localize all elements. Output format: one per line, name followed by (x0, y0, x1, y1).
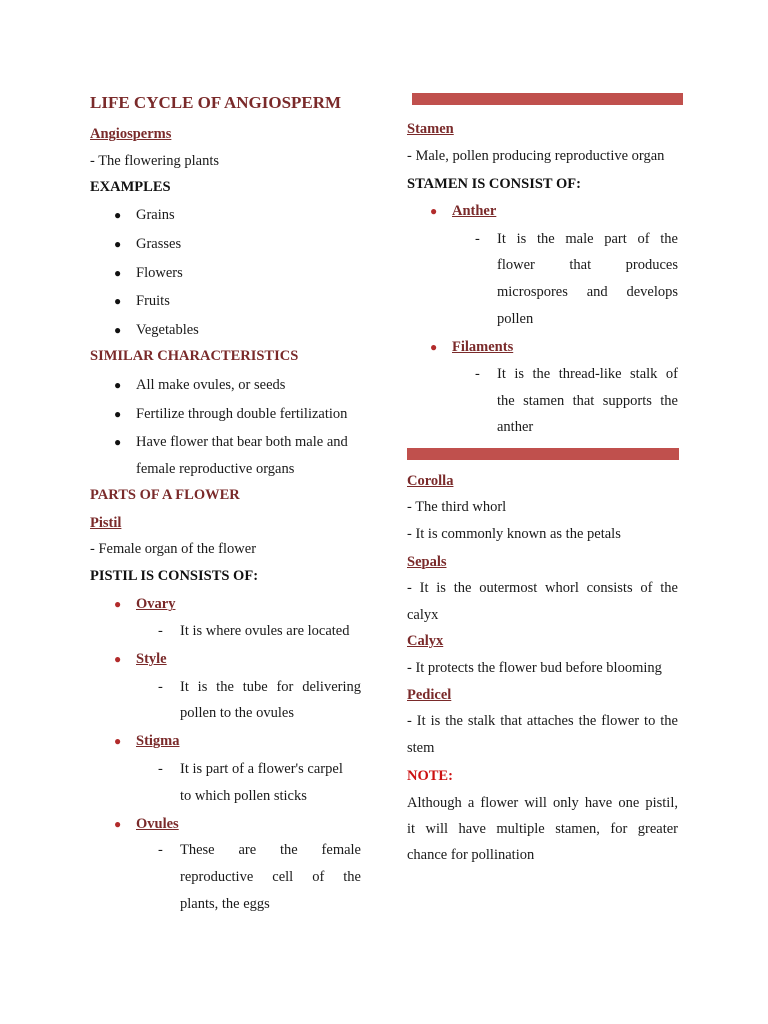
list-item: ● Grasses (114, 236, 182, 252)
corolla-line: - It is commonly known as the petals (407, 526, 621, 542)
bullet-icon: ● (114, 323, 122, 337)
anther-description-line: microspores and develops (497, 284, 678, 300)
ovary-description: - It is where ovules are located (158, 623, 350, 639)
ovules-description-continuation: reproductive cell of the (180, 869, 361, 885)
bullet-icon: ● (114, 597, 122, 611)
bullet-icon: ● (430, 340, 438, 354)
page-title: LIFE CYCLE OF ANGIOSPERM (90, 93, 342, 112)
similar-heading: SIMILAR CHARACTERISTICS (90, 348, 299, 364)
pistil-heading: Pistil (90, 515, 122, 531)
list-item: ● Fruits (114, 293, 170, 309)
bullet-icon: ● (114, 378, 122, 392)
bullet-icon: ● (430, 204, 438, 218)
note-heading: NOTE: (407, 768, 453, 784)
list-item-continuation: female reproductive organs (136, 461, 295, 477)
bullet-icon: ● (114, 817, 122, 831)
stamen-definition: - Male, pollen producing reproductive organ (407, 148, 665, 164)
list-item: ● Grains (114, 207, 175, 223)
sepals-heading: Sepals (407, 554, 447, 570)
bullet-icon: ● (114, 734, 122, 748)
angiosperms-definition: - The flowering plants (90, 153, 219, 169)
anther-description-end: pollen (497, 311, 534, 327)
angiosperms-heading: Angiosperms (90, 126, 172, 142)
list-item: ● All make ovules, or seeds (114, 377, 286, 393)
sepals-line: calyx (407, 607, 439, 623)
stamen-consists-heading: STAMEN IS CONSIST OF: (407, 176, 581, 192)
bullet-icon: ● (114, 208, 122, 222)
pistil-definition: - Female organ of the flower (90, 541, 257, 557)
list-item: ● Fertilize through double fertilization (114, 406, 348, 422)
note-line: chance for pollination (407, 847, 535, 863)
anther-item: ● Anther (430, 203, 497, 219)
note-line: it will have multiple stamen, for greater (407, 821, 678, 837)
filaments-item: ● Filaments (430, 339, 514, 355)
pedicel-line: - It is the stalk that attaches the flower to the (407, 713, 678, 729)
stigma-description-continuation: to which pollen sticks (180, 788, 307, 804)
section-divider-bar (407, 448, 679, 460)
calyx-line: - It protects the flower bud before blooming (407, 660, 662, 676)
bullet-icon: ● (114, 652, 122, 666)
style-item: ● Style (114, 651, 167, 667)
stigma-description: - It is part of a flower's carpel (158, 761, 343, 777)
pedicel-line: stem (407, 740, 435, 756)
ovules-description-end: plants, the eggs (180, 896, 270, 912)
bullet-icon: ● (114, 237, 122, 251)
filaments-description-line: the stamen that supports the (497, 393, 678, 409)
parts-heading: PARTS OF A FLOWER (90, 487, 240, 503)
stigma-item: ● Stigma (114, 733, 180, 749)
ovary-item: ● Ovary (114, 596, 176, 612)
bullet-icon: ● (114, 294, 122, 308)
anther-description-line: flower that produces (497, 257, 678, 273)
pedicel-heading: Pedicel (407, 687, 452, 703)
section-divider-bar (412, 93, 683, 105)
corolla-line: - The third whorl (407, 499, 507, 515)
stamen-heading: Stamen (407, 121, 454, 137)
sepals-line: - It is the outermost whorl consists of the (407, 580, 678, 596)
examples-heading: EXAMPLES (90, 179, 171, 195)
bullet-icon: ● (114, 407, 122, 421)
list-item: ● Vegetables (114, 322, 199, 338)
list-item: ● Flowers (114, 265, 183, 281)
pistil-consists-heading: PISTIL IS CONSISTS OF: (90, 568, 259, 584)
bullet-icon: ● (114, 266, 122, 280)
list-item: ● Have flower that bear both male and (114, 434, 348, 450)
ovules-item: ● Ovules (114, 816, 179, 832)
bullet-icon: ● (114, 435, 122, 449)
filaments-description-end: anther (497, 419, 534, 435)
corolla-heading: Corolla (407, 473, 454, 489)
calyx-heading: Calyx (407, 633, 444, 649)
note-line: Although a flower will only have one pistil, (407, 795, 678, 811)
style-description-continuation: pollen to the ovules (180, 705, 294, 721)
